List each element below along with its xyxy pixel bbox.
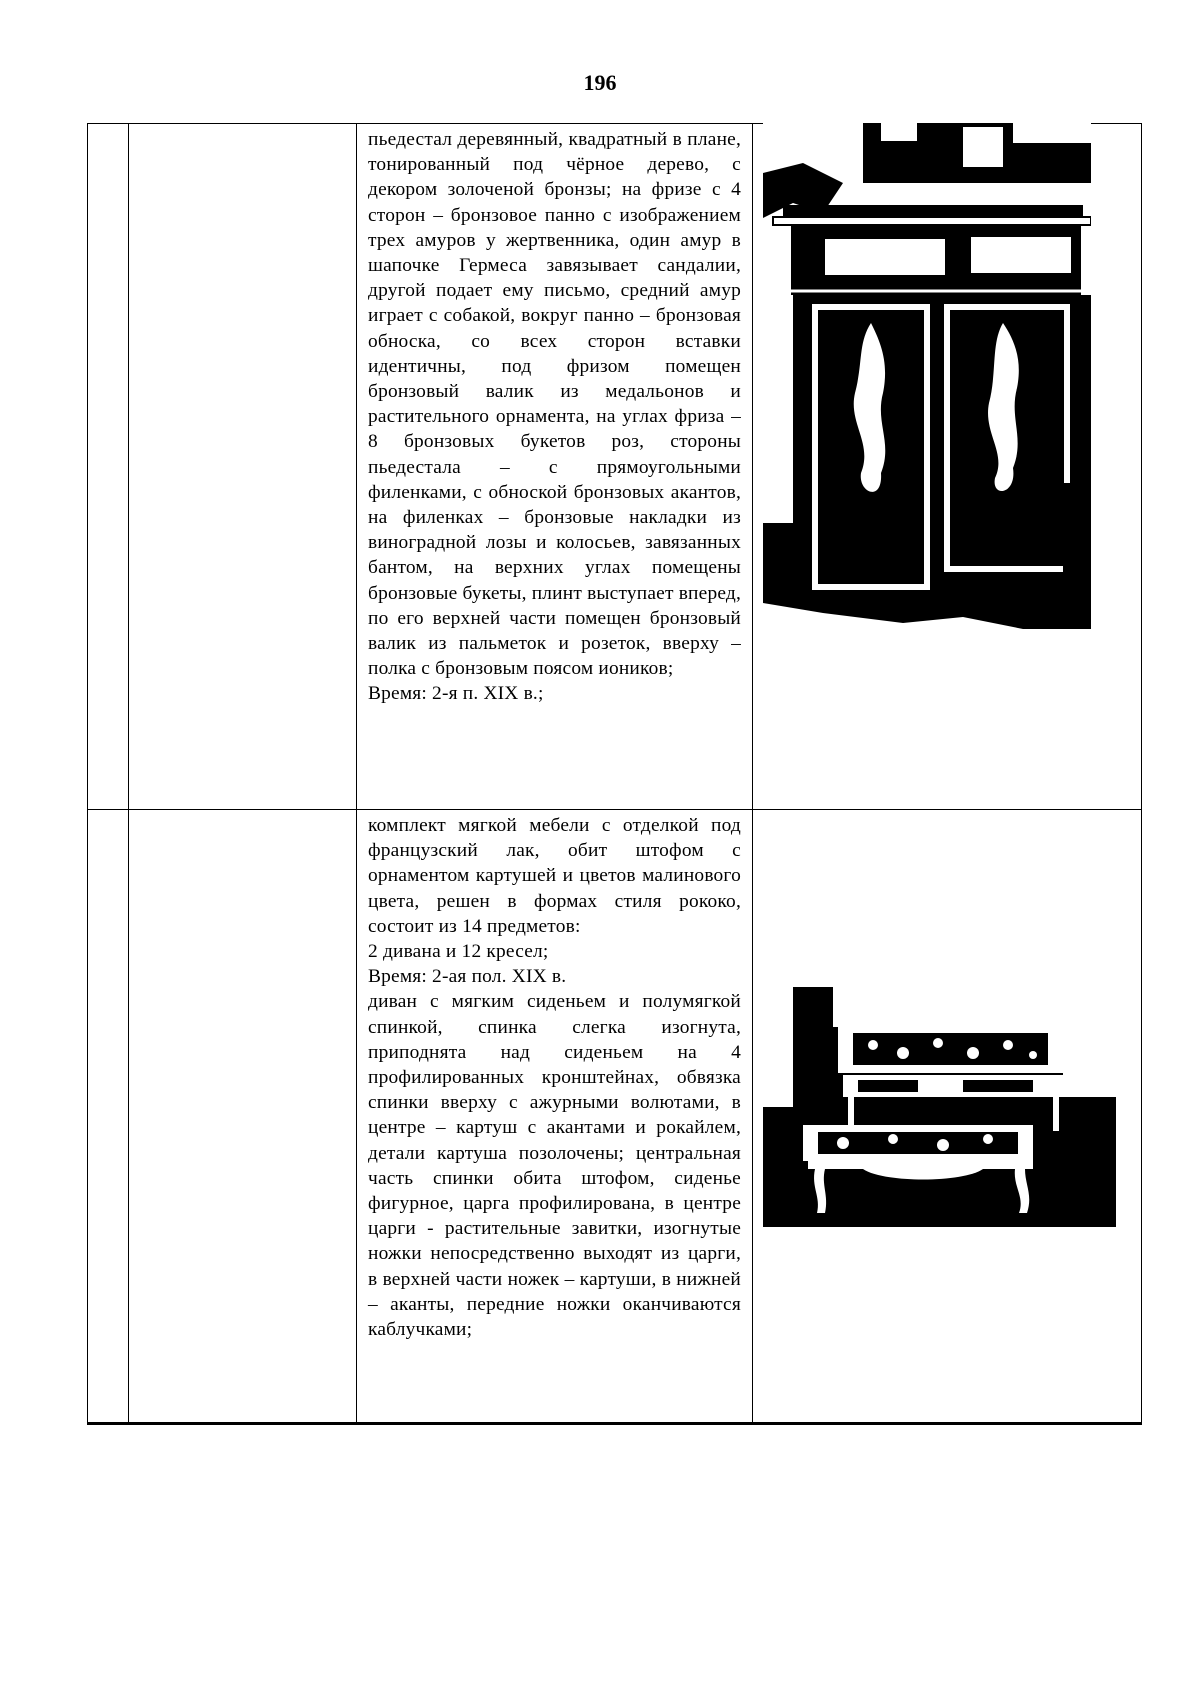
sofa-photo xyxy=(763,987,1116,1227)
catalog-table xyxy=(87,123,1142,1425)
page-number: 196 xyxy=(583,70,617,95)
number-cell xyxy=(88,810,129,1424)
description-cell xyxy=(357,124,753,810)
title-cell xyxy=(129,124,357,810)
title-cell xyxy=(129,810,357,1424)
item-time: Время: 2-я п. XIX в.; xyxy=(368,683,544,705)
image-cell xyxy=(753,124,1142,810)
pedestal-photo xyxy=(763,123,1091,629)
item-time: Время: 2-ая пол. XIX в. xyxy=(368,966,567,988)
table-row xyxy=(88,124,1142,810)
item-description: пьедестал деревянный, квадратный в плане, тонированный под чёрное дерево, с декором золоченой бронзы; на фризе с 4 сторон – бронзовое панно с изображением трех амуров у жертвенника, один амур в шапочке Гермеса завязывает сандалии, другой подает ему письмо, средний амур играет с собакой, вокруг панно – бронзовая обноска, со всех сторон вставки идентичны, под фризом помещен бронзовый валик из медальонов и растительного орнамента, на углах фриза – 8 бронзовых букетов роз, стороны пьедестала – с прямоугольными филенками, с обноской бронзовых акантов, на филенках – бронзовые накладки из виноградной лозы и колосьев, завязанных бантом, на верхних углах помещены бронзовые букеты, плинт выступает вперед, по его верхней части помещен бронзовый валик из пальметок и розеток, вверху – полка с бронзовым поясом иоников; xyxy=(368,129,741,680)
description-cell xyxy=(357,810,753,1424)
table-row xyxy=(88,810,1142,1424)
number-cell xyxy=(88,124,129,810)
set-items: 2 дивана и 12 кресел; xyxy=(368,941,549,963)
sofa-description: диван с мягким сиденьем и полумягкой спинкой, спинка слегка изогнута, приподнята над сиденьем на 4 профилированных кронштейнах, обвязка спинки вверху с ажурными волютами, в центре – картуш с акантами и рокайлем, детали картуша позолочены; центральная часть спинки обита штофом, сиденье фигурное, царга профилирована, в центре царги - растительные завитки, изогнутые ножки непосредственно выходят из царги, в верхней части ножек – картуши, в нижней – аканты, передние ножки оканчиваются каблучками; xyxy=(368,991,741,1341)
set-description: комплект мягкой мебели с отделкой под французский лак, обит штофом с орнаментом картушей и цветов малинового цвета, решен в формах стиля рококо, состоит из 14 предметов: xyxy=(368,815,741,937)
image-cell xyxy=(753,810,1142,1424)
